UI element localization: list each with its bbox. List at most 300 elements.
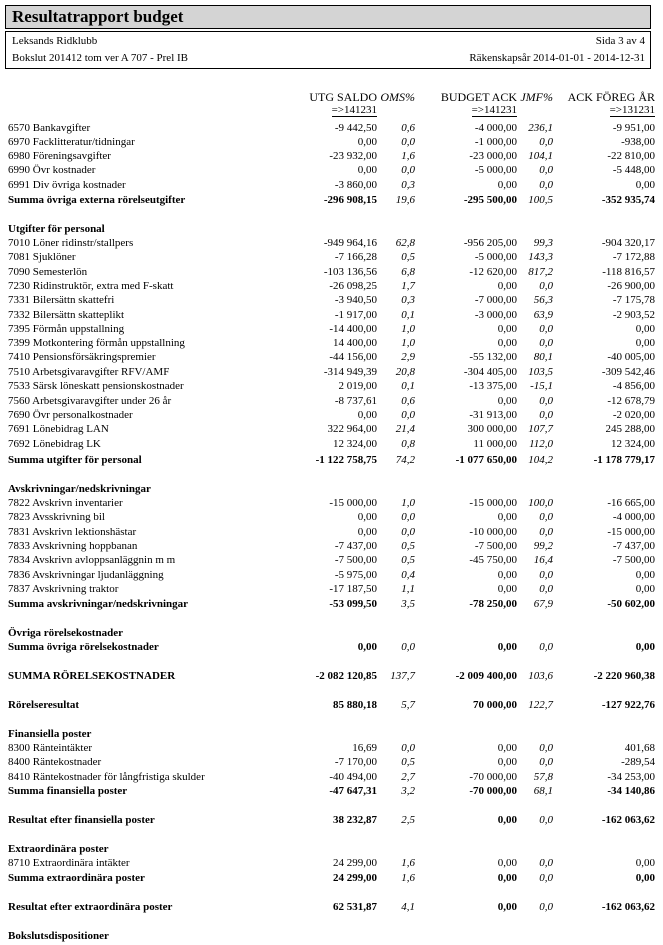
row-label: Summa övriga externa rörelseutgifter <box>8 194 186 206</box>
budget-ack-cell: 0,00 <box>497 179 517 191</box>
jmf-pct-cell: -15,1 <box>530 380 553 392</box>
ack-foreg-cell: -26 900,00 <box>607 280 655 292</box>
table-row <box>0 422 663 436</box>
budget-ack-cell: -295 500,00 <box>463 194 517 206</box>
col-subheader-budget-ack: =>141231 <box>471 104 517 116</box>
oms-pct-cell: 2,9 <box>401 351 415 363</box>
jmf-pct-cell: 0,0 <box>539 409 553 421</box>
row-label: 6990 Övr kostnader <box>8 164 96 176</box>
oms-pct-cell: 0,3 <box>401 294 415 306</box>
budget-ack-cell: -70 000,00 <box>469 785 517 797</box>
row-label: 8300 Ränteintäkter <box>8 742 93 754</box>
budget-ack-cell: -7 000,00 <box>474 294 517 306</box>
budget-ack-cell: 0,00 <box>497 742 517 754</box>
section-heading <box>0 222 663 236</box>
col-header-jmf-pct: JMF% <box>520 90 553 104</box>
ack-foreg-cell: -2 020,00 <box>612 409 655 421</box>
utg-saldo-cell: 14 400,00 <box>333 337 377 349</box>
ack-foreg-cell: 0,00 <box>635 583 655 595</box>
oms-pct-cell: 0,0 <box>401 409 415 421</box>
row-label: 7230 Ridinstruktör, extra med F-skatt <box>8 280 174 292</box>
budget-ack-cell: 0,00 <box>497 641 517 653</box>
summary-row <box>0 193 663 207</box>
utg-saldo-cell: 0,00 <box>357 164 377 176</box>
oms-pct-cell: 6,8 <box>401 266 415 278</box>
ack-foreg-cell: -162 063,62 <box>601 814 655 826</box>
ack-foreg-cell: 0,00 <box>635 857 655 869</box>
jmf-pct-cell: 57,8 <box>533 771 553 783</box>
ack-foreg-cell: -118 816,57 <box>602 266 655 278</box>
ack-foreg-cell: -289,54 <box>621 756 655 768</box>
budget-ack-cell: 0,00 <box>497 857 517 869</box>
jmf-pct-cell: 0,0 <box>539 280 553 292</box>
table-row <box>0 379 663 393</box>
utg-saldo-cell: -3 940,50 <box>334 294 377 306</box>
table-row <box>0 121 663 135</box>
table-row <box>0 250 663 264</box>
table-row <box>0 322 663 336</box>
oms-pct-cell: 1,0 <box>401 323 415 335</box>
oms-pct-cell: 1,6 <box>401 857 415 869</box>
row-label: Resultat efter finansiella poster <box>8 814 155 826</box>
ack-foreg-cell: -34 253,00 <box>607 771 655 783</box>
table-row <box>0 293 663 307</box>
utg-saldo-cell: -47 647,31 <box>329 785 377 797</box>
jmf-pct-cell: 0,0 <box>539 569 553 581</box>
utg-saldo-cell: -53 099,50 <box>329 598 377 610</box>
table-row <box>0 163 663 177</box>
oms-pct-cell: 4,1 <box>401 901 415 913</box>
jmf-pct-cell: 0,0 <box>539 323 553 335</box>
section-heading <box>0 626 663 640</box>
row-label: Avskrivningar/nedskrivningar <box>8 483 151 495</box>
utg-saldo-cell: -26 098,25 <box>329 280 377 292</box>
jmf-pct-cell: 103,6 <box>528 670 553 682</box>
budget-ack-cell: 70 000,00 <box>473 699 517 711</box>
section-heading <box>0 842 663 856</box>
table-row <box>0 135 663 149</box>
oms-pct-cell: 1,1 <box>401 583 415 595</box>
budget-ack-cell: 0,00 <box>497 395 517 407</box>
ack-foreg-cell: -12 678,79 <box>607 395 655 407</box>
ack-foreg-cell: 0,00 <box>635 179 655 191</box>
row-label: 7837 Avskrivning traktor <box>8 583 119 595</box>
row-label: 7836 Avskrivningar ljudanläggning <box>8 569 164 581</box>
row-label: Utgifter för personal <box>8 223 105 235</box>
budget-ack-cell: -3 000,00 <box>474 309 517 321</box>
row-label: SUMMA RÖRELSEKOSTNADER <box>8 670 176 682</box>
oms-pct-cell: 1,7 <box>401 280 415 292</box>
row-label: 7823 Avsskrivning bil <box>8 511 105 523</box>
jmf-pct-cell: 68,1 <box>533 785 553 797</box>
table-row <box>0 539 663 553</box>
oms-pct-cell: 137,7 <box>390 670 415 682</box>
organization-name: Leksands Ridklubb <box>12 35 98 47</box>
row-label: Summa finansiella poster <box>8 785 128 797</box>
row-label: Summa utgifter för personal <box>8 454 142 466</box>
utg-saldo-cell: -296 908,15 <box>323 194 377 206</box>
jmf-pct-cell: 143,3 <box>528 251 553 263</box>
budget-ack-cell: -5 000,00 <box>474 251 517 263</box>
utg-saldo-cell: 24 299,00 <box>333 857 377 869</box>
ack-foreg-cell: -309 542,46 <box>601 366 655 378</box>
row-label: Summa avskrivningar/nedskrivningar <box>8 598 189 610</box>
row-label: 6570 Bankavgifter <box>8 122 91 134</box>
jmf-pct-cell: 0,0 <box>539 641 553 653</box>
oms-pct-cell: 21,4 <box>395 423 415 435</box>
page-indicator: Sida 3 av 4 <box>595 35 645 47</box>
row-label: 7691 Lönebidrag LAN <box>8 423 109 435</box>
budget-ack-cell: -45 750,00 <box>469 554 517 566</box>
jmf-pct-cell: 107,7 <box>528 423 553 435</box>
budget-ack-cell: -7 500,00 <box>474 540 517 552</box>
table-row <box>0 525 663 539</box>
oms-pct-cell: 62,8 <box>395 237 415 249</box>
budget-ack-cell: -956 205,00 <box>463 237 517 249</box>
utg-saldo-cell: 2 019,00 <box>338 380 377 392</box>
utg-saldo-cell: 0,00 <box>357 641 377 653</box>
jmf-pct-cell: 100,5 <box>528 194 553 206</box>
summary-row <box>0 871 663 885</box>
row-label: 8410 Räntekostnader för långfristiga skulder <box>8 771 205 783</box>
jmf-pct-cell: 80,1 <box>533 351 553 363</box>
oms-pct-cell: 1,6 <box>401 872 415 884</box>
ack-foreg-cell: 12 324,00 <box>611 438 655 450</box>
utg-saldo-cell: 322 964,00 <box>327 423 377 435</box>
utg-saldo-cell: -23 932,00 <box>329 150 377 162</box>
budget-ack-cell: -13 375,00 <box>469 380 517 392</box>
ack-foreg-cell: -2 220 960,38 <box>593 670 655 682</box>
summary-row <box>0 640 663 654</box>
table-row <box>0 856 663 870</box>
row-label: 7090 Semesterlön <box>8 266 88 278</box>
utg-saldo-cell: 0,00 <box>357 136 377 148</box>
budget-ack-cell: -55 132,00 <box>469 351 517 363</box>
col-header-ack-foreg: ACK FÖREG ÅR <box>567 90 655 104</box>
table-row <box>0 265 663 279</box>
ack-foreg-cell: -4 856,00 <box>612 380 655 392</box>
oms-pct-cell: 1,0 <box>401 497 415 509</box>
row-label: Finansiella poster <box>8 728 92 740</box>
table-row <box>0 553 663 567</box>
ack-foreg-cell: -7 175,78 <box>612 294 655 306</box>
row-label: 7560 Arbetsgivaravgifter under 26 år <box>8 395 172 407</box>
utg-saldo-cell: -7 166,28 <box>334 251 377 263</box>
utg-saldo-cell: 85 880,18 <box>333 699 377 711</box>
ack-foreg-cell: -9 951,00 <box>612 122 655 134</box>
utg-saldo-cell: -1 917,00 <box>334 309 377 321</box>
budget-ack-cell: 0,00 <box>497 814 517 826</box>
table-row <box>0 336 663 350</box>
oms-pct-cell: 0,0 <box>401 526 415 538</box>
table-row <box>0 308 663 322</box>
table-row <box>0 770 663 784</box>
utg-saldo-cell: -5 975,00 <box>334 569 377 581</box>
summary-row <box>0 698 663 712</box>
jmf-pct-cell: 0,0 <box>539 872 553 884</box>
utg-saldo-cell: -15 000,00 <box>329 497 377 509</box>
row-label: Extraordinära poster <box>8 843 109 855</box>
row-label: 7831 Avskrivn lektionshästar <box>8 526 137 538</box>
ack-foreg-cell: -40 005,00 <box>607 351 655 363</box>
jmf-pct-cell: 0,0 <box>539 136 553 148</box>
jmf-pct-cell: 122,7 <box>528 699 553 711</box>
jmf-pct-cell: 0,0 <box>539 857 553 869</box>
oms-pct-cell: 0,1 <box>401 380 415 392</box>
jmf-pct-cell: 0,0 <box>539 901 553 913</box>
budget-ack-cell: -304 405,00 <box>463 366 517 378</box>
summary-row <box>0 597 663 611</box>
col-header-utg-saldo: UTG SALDO <box>309 90 377 104</box>
row-label: Summa övriga rörelsekostnader <box>8 641 159 653</box>
report-title-bar <box>5 5 651 29</box>
oms-pct-cell: 0,6 <box>401 395 415 407</box>
ack-foreg-cell: -352 935,74 <box>601 194 655 206</box>
row-label: 7410 Pensionsförsäkringspremier <box>8 351 156 363</box>
oms-pct-cell: 0,5 <box>401 554 415 566</box>
ack-foreg-cell: -7 172,88 <box>612 251 655 263</box>
utg-saldo-cell: -8 737,61 <box>334 395 377 407</box>
jmf-pct-cell: 99,3 <box>533 237 553 249</box>
ack-foreg-cell: 0,00 <box>635 569 655 581</box>
utg-saldo-cell: -44 156,00 <box>329 351 377 363</box>
table-row <box>0 408 663 422</box>
row-label: 7395 Förmån uppstallning <box>8 323 125 335</box>
oms-pct-cell: 5,7 <box>401 699 415 711</box>
jmf-pct-cell: 0,0 <box>539 511 553 523</box>
table-row <box>0 741 663 755</box>
budget-ack-cell: -2 009 400,00 <box>455 670 517 682</box>
oms-pct-cell: 0,5 <box>401 756 415 768</box>
table-row <box>0 394 663 408</box>
summary-row <box>0 669 663 683</box>
ack-foreg-cell: 0,00 <box>635 872 655 884</box>
oms-pct-cell: 0,0 <box>401 742 415 754</box>
ack-foreg-cell: -5 448,00 <box>612 164 655 176</box>
budget-ack-cell: 0,00 <box>497 583 517 595</box>
utg-saldo-cell: 24 299,00 <box>333 872 377 884</box>
jmf-pct-cell: 104,1 <box>528 150 553 162</box>
utg-saldo-cell: -7 500,00 <box>334 554 377 566</box>
oms-pct-cell: 3,2 <box>401 785 415 797</box>
jmf-pct-cell: 0,0 <box>539 164 553 176</box>
budget-ack-cell: 0,00 <box>497 280 517 292</box>
budget-ack-cell: 0,00 <box>497 756 517 768</box>
oms-pct-cell: 0,5 <box>401 540 415 552</box>
oms-pct-cell: 0,0 <box>401 164 415 176</box>
table-row <box>0 149 663 163</box>
oms-pct-cell: 0,1 <box>401 309 415 321</box>
oms-pct-cell: 1,6 <box>401 150 415 162</box>
table-row <box>0 510 663 524</box>
ack-foreg-cell: -4 000,00 <box>612 511 655 523</box>
row-label: Rörelseresultat <box>8 699 80 711</box>
row-label: 6980 Föreningsavgifter <box>8 150 111 162</box>
budget-ack-cell: 0,00 <box>497 569 517 581</box>
jmf-pct-cell: 0,0 <box>539 395 553 407</box>
ack-foreg-cell: 0,00 <box>635 323 655 335</box>
jmf-pct-cell: 0,0 <box>539 179 553 191</box>
ack-foreg-cell: -1 178 779,17 <box>593 454 655 466</box>
oms-pct-cell: 19,6 <box>395 194 415 206</box>
oms-pct-cell: 0,0 <box>401 641 415 653</box>
row-label: 7331 Bilersättn skattefri <box>8 294 115 306</box>
ack-foreg-cell: -50 602,00 <box>607 598 655 610</box>
oms-pct-cell: 0,5 <box>401 251 415 263</box>
budget-ack-cell: 0,00 <box>497 323 517 335</box>
ack-foreg-cell: -904 320,17 <box>601 237 655 249</box>
table-row <box>0 496 663 510</box>
summary-row <box>0 813 663 827</box>
ack-foreg-cell: -127 922,76 <box>601 699 655 711</box>
budget-ack-cell: -1 077 650,00 <box>455 454 517 466</box>
row-label: 7822 Avskrivn inventarier <box>8 497 123 509</box>
jmf-pct-cell: 104,2 <box>528 454 553 466</box>
jmf-pct-cell: 0,0 <box>539 526 553 538</box>
ack-foreg-cell: -7 437,00 <box>612 540 655 552</box>
utg-saldo-cell: -14 400,00 <box>329 323 377 335</box>
budget-ack-cell: -70 000,00 <box>469 771 517 783</box>
utg-saldo-cell: -7 170,00 <box>334 756 377 768</box>
budget-ack-cell: -78 250,00 <box>469 598 517 610</box>
utg-saldo-cell: -949 964,16 <box>323 237 377 249</box>
oms-pct-cell: 0,4 <box>401 569 415 581</box>
row-label: 6991 Div övriga kostnader <box>8 179 126 191</box>
oms-pct-cell: 20,8 <box>395 366 415 378</box>
oms-pct-cell: 0,6 <box>401 122 415 134</box>
table-row <box>0 755 663 769</box>
table-row <box>0 437 663 451</box>
row-label: Bokslutsdispositioner <box>8 930 109 942</box>
utg-saldo-cell: -103 136,56 <box>323 266 377 278</box>
budget-ack-cell: 0,00 <box>497 511 517 523</box>
col-header-budget-ack: BUDGET ACK <box>440 90 517 104</box>
row-label: Resultat efter extraordinära poster <box>8 901 173 913</box>
row-label: 7690 Övr personalkostnader <box>8 409 133 421</box>
section-heading <box>0 482 663 496</box>
jmf-pct-cell: 103,5 <box>528 366 553 378</box>
ack-foreg-cell: -16 665,00 <box>607 497 655 509</box>
utg-saldo-cell: -17 187,50 <box>329 583 377 595</box>
oms-pct-cell: 3,5 <box>401 598 415 610</box>
oms-pct-cell: 0,8 <box>401 438 415 450</box>
col-header-oms-pct: OMS% <box>380 90 415 104</box>
utg-saldo-cell: -2 082 120,85 <box>315 670 377 682</box>
jmf-pct-cell: 0,0 <box>539 583 553 595</box>
table-row <box>0 350 663 364</box>
oms-pct-cell: 2,5 <box>401 814 415 826</box>
oms-pct-cell: 0,0 <box>401 511 415 523</box>
report-title: Resultatrapport budget <box>12 7 184 26</box>
row-label: Summa extraordinära poster <box>8 872 145 884</box>
jmf-pct-cell: 0,0 <box>539 742 553 754</box>
row-label: 7399 Motkontering förmån uppstallning <box>8 337 185 349</box>
jmf-pct-cell: 0,0 <box>539 337 553 349</box>
table-row <box>0 236 663 250</box>
jmf-pct-cell: 0,0 <box>539 814 553 826</box>
report-version: Bokslut 201412 tom ver A 707 - Prel IB <box>12 52 188 64</box>
budget-ack-cell: 0,00 <box>497 901 517 913</box>
fiscal-year: Räkenskapsår 2014-01-01 - 2014-12-31 <box>469 52 645 64</box>
summary-row <box>0 453 663 467</box>
jmf-pct-cell: 236,1 <box>528 122 553 134</box>
utg-saldo-cell: -314 949,39 <box>323 366 377 378</box>
jmf-pct-cell: 817,2 <box>528 266 553 278</box>
ack-foreg-cell: -938,00 <box>621 136 655 148</box>
col-subheader-utg-saldo: =>141231 <box>331 104 377 116</box>
oms-pct-cell: 74,2 <box>395 454 415 466</box>
report-header <box>5 31 651 69</box>
jmf-pct-cell: 67,9 <box>533 598 553 610</box>
row-label: 7010 Löner ridinstr/stallpers <box>8 237 134 249</box>
budget-ack-cell: -12 620,00 <box>469 266 517 278</box>
jmf-pct-cell: 56,3 <box>533 294 553 306</box>
ack-foreg-cell: -15 000,00 <box>607 526 655 538</box>
section-heading <box>0 727 663 741</box>
row-label: 8710 Extraordinära intäkter <box>8 857 130 869</box>
summary-row <box>0 900 663 914</box>
ack-foreg-cell: 245 288,00 <box>605 423 655 435</box>
ack-foreg-cell: 0,00 <box>635 641 655 653</box>
oms-pct-cell: 0,0 <box>401 136 415 148</box>
jmf-pct-cell: 100,0 <box>528 497 553 509</box>
utg-saldo-cell: -3 860,00 <box>334 179 377 191</box>
ack-foreg-cell: 0,00 <box>635 337 655 349</box>
oms-pct-cell: 1,0 <box>401 337 415 349</box>
table-row <box>0 582 663 596</box>
utg-saldo-cell: -9 442,50 <box>334 122 377 134</box>
row-label: 7332 Bilersättn skatteplikt <box>8 309 125 321</box>
row-label: 7692 Lönebidrag LK <box>8 438 101 450</box>
ack-foreg-cell: -2 903,52 <box>612 309 655 321</box>
utg-saldo-cell: 0,00 <box>357 409 377 421</box>
table-row <box>0 279 663 293</box>
oms-pct-cell: 0,3 <box>401 179 415 191</box>
utg-saldo-cell: 0,00 <box>357 526 377 538</box>
ack-foreg-cell: -34 140,86 <box>607 785 655 797</box>
row-label: 7833 Avskrivning hoppbanan <box>8 540 138 552</box>
row-label: 6970 Facklitteratur/tidningar <box>8 136 135 148</box>
row-label: 7510 Arbetsgivaravgifter RFV/AMF <box>8 366 170 378</box>
table-row <box>0 568 663 582</box>
utg-saldo-cell: 0,00 <box>357 511 377 523</box>
budget-ack-cell: -31 913,00 <box>469 409 517 421</box>
row-label: 7081 Sjuklöner <box>8 251 76 263</box>
ack-foreg-cell: -162 063,62 <box>601 901 655 913</box>
summary-row <box>0 784 663 798</box>
table-row <box>0 178 663 192</box>
utg-saldo-cell: -40 494,00 <box>329 771 377 783</box>
utg-saldo-cell: -7 437,00 <box>334 540 377 552</box>
budget-ack-cell: -15 000,00 <box>469 497 517 509</box>
budget-ack-cell: -5 000,00 <box>474 164 517 176</box>
row-label: 7834 Avskrivn avloppsanläggnin m m <box>8 554 176 566</box>
utg-saldo-cell: 38 232,87 <box>333 814 377 826</box>
ack-foreg-cell: -22 810,00 <box>607 150 655 162</box>
ack-foreg-cell: -7 500,00 <box>612 554 655 566</box>
ack-foreg-cell: 401,68 <box>624 742 655 754</box>
utg-saldo-cell: 12 324,00 <box>333 438 377 450</box>
row-label: Övriga rörelsekostnader <box>8 627 123 639</box>
jmf-pct-cell: 112,0 <box>529 438 553 450</box>
budget-ack-cell: -4 000,00 <box>474 122 517 134</box>
row-label: 7533 Särsk löneskatt pensionskostnader <box>8 380 184 392</box>
section-heading <box>0 929 663 943</box>
utg-saldo-cell: -1 122 758,75 <box>315 454 377 466</box>
budget-ack-cell: 0,00 <box>497 337 517 349</box>
budget-ack-cell: 11 000,00 <box>473 438 517 450</box>
table-row <box>0 365 663 379</box>
